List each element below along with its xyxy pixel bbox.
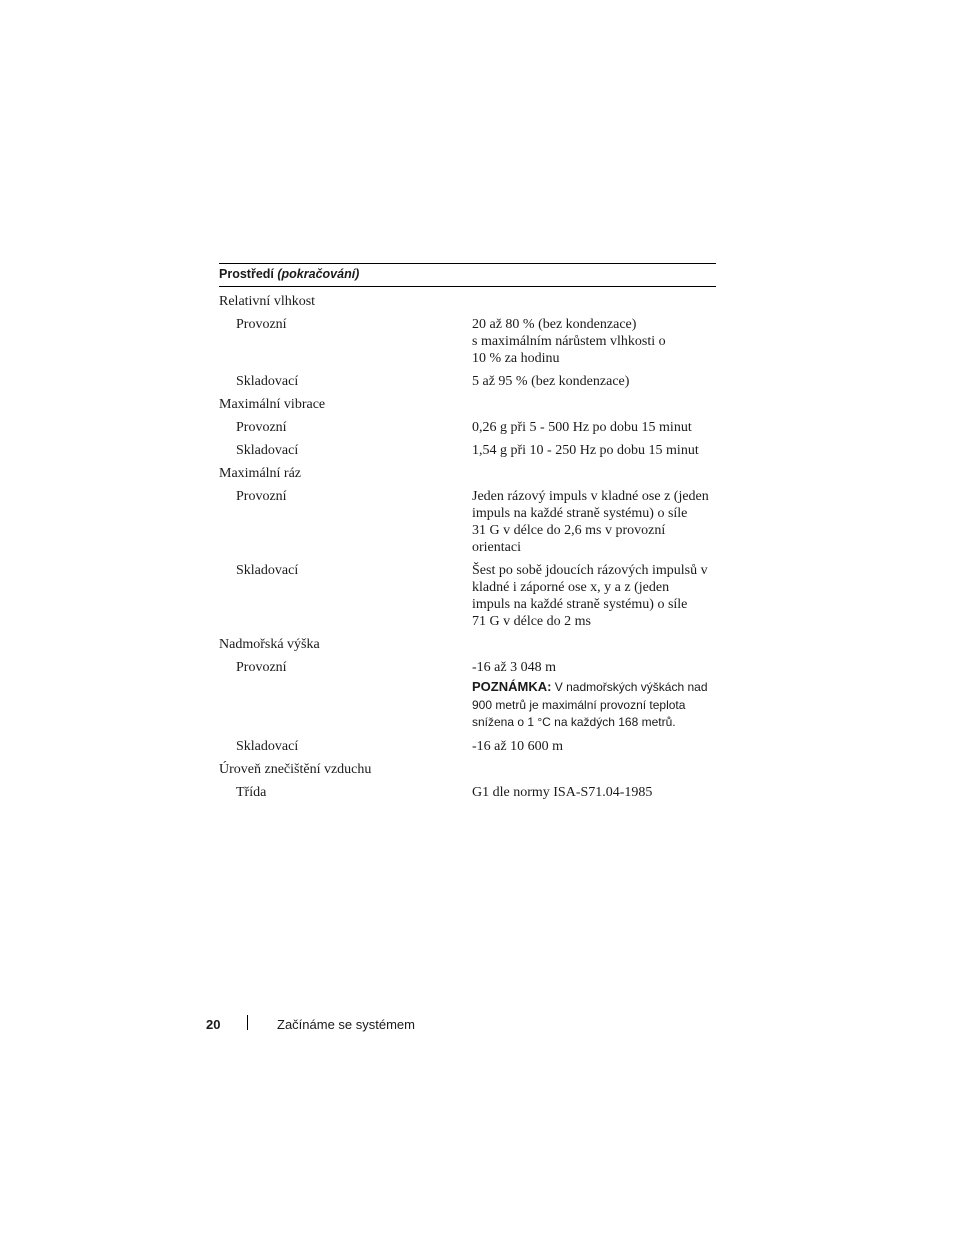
row-value [472, 738, 716, 755]
row-label: Skladovací [236, 563, 299, 578]
category-label: Relativní vlhkost [219, 294, 316, 309]
table-category-row [219, 459, 716, 482]
category-label: Maximální vibrace [219, 397, 326, 412]
category-label: Úroveň znečištění vzduchu [219, 761, 372, 777]
value-line: 10 % za hodinu [472, 351, 560, 366]
table-row [219, 310, 716, 367]
category-label: Nadmořská výška [219, 637, 320, 652]
value-line: orientaci [472, 540, 521, 555]
value-line: impuls na každé straně systému) o síle [472, 506, 688, 521]
row-label: Skladovací [236, 374, 299, 389]
table-body [219, 287, 716, 801]
footer-title: Začínáme se systémem [277, 1017, 415, 1032]
value-line: impuls na každé straně systému) o síle [472, 597, 688, 612]
row-value [472, 316, 716, 367]
row-label: Provozní [236, 420, 287, 435]
value-line: -16 až 10 600 m [472, 738, 563, 754]
row-label: Skladovací [236, 738, 299, 754]
value-line: kladné i záporné ose x, y a z (jeden [472, 580, 670, 595]
table-title: Prostředí [219, 267, 274, 281]
row-value [472, 373, 716, 390]
value-line: -16 až 3 048 m [472, 660, 556, 675]
table-row [219, 436, 716, 459]
table-title-continued: (pokračování) [277, 267, 360, 281]
row-value [472, 659, 716, 732]
value-line: Šest po sobě jdoucích rázových impulsů v [472, 563, 708, 578]
row-label: Skladovací [236, 443, 299, 458]
row-label: Provozní [236, 660, 287, 675]
value-line: s maximálním nárůstem vlhkosti o [472, 334, 666, 349]
table-row [219, 367, 716, 390]
value-line: G1 dle normy ISA-S71.04-1985 [472, 784, 653, 800]
table-category-row [219, 287, 716, 310]
footer-divider [247, 1015, 248, 1030]
value-line: 71 G v délce do 2 ms [472, 614, 591, 629]
row-value [472, 488, 716, 556]
row-value [472, 784, 716, 801]
table-row [219, 556, 716, 630]
value-line: 1,54 g při 10 - 250 Hz po dobu 15 minut [472, 443, 699, 458]
environment-table [219, 263, 716, 801]
note [472, 678, 716, 732]
page-number: 20 [206, 1017, 221, 1032]
table-row [219, 653, 716, 732]
row-label: Provozní [236, 317, 287, 332]
value-line: 5 až 95 % (bez kondenzace) [472, 374, 630, 389]
row-value [472, 419, 716, 436]
table-category-row [219, 630, 716, 653]
category-label: Maximální ráz [219, 466, 302, 481]
row-value [472, 562, 716, 630]
table-row [219, 413, 716, 436]
table-row [219, 482, 716, 556]
value-line: 20 až 80 % (bez kondenzace) [472, 317, 637, 332]
value-line: 0,26 g při 5 - 500 Hz po dobu 15 minut [472, 420, 692, 435]
row-label: Provozní [236, 489, 287, 504]
note-text: V nadmořských výškách nad [551, 680, 708, 694]
table-row [219, 732, 716, 755]
note-line [472, 678, 716, 697]
table-category-row [219, 755, 716, 778]
note-line: snížena o 1 °C na každých 168 metrů. [472, 715, 676, 729]
value-line: 31 G v délce do 2,6 ms v provozní [472, 523, 666, 538]
value-line: Jeden rázový impuls v kladné ose z (jeden [472, 489, 709, 504]
row-value [472, 442, 716, 459]
row-label: Třída [236, 784, 267, 800]
note-label: POZNÁMKA: [472, 679, 552, 694]
note-line: 900 metrů je maximální provozní teplota [472, 697, 686, 712]
table-category-row [219, 390, 716, 413]
table-header [219, 264, 716, 287]
table-row [219, 778, 716, 801]
